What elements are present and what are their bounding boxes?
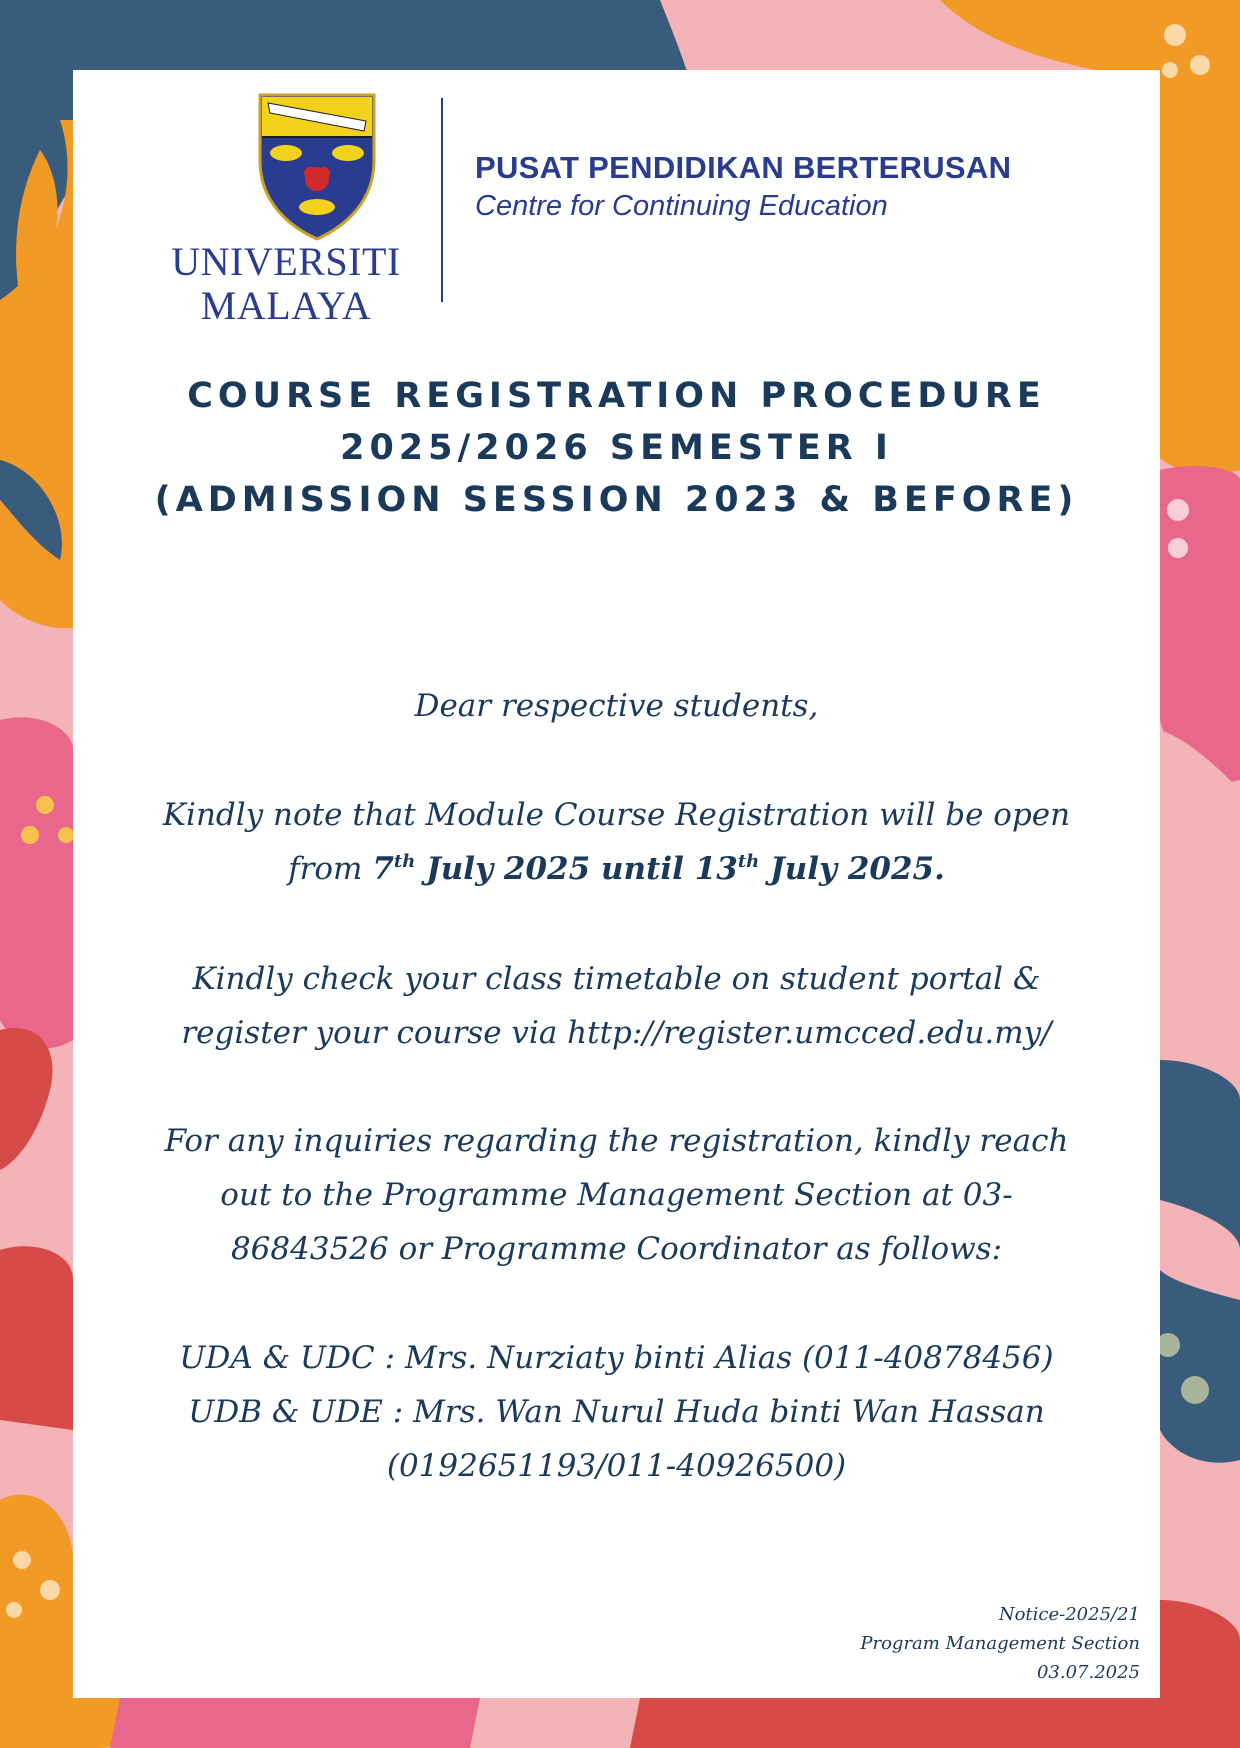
start-day-suffix: th xyxy=(393,851,416,872)
inquiry-line3: 86843526 or Programme Coordinator as follows: xyxy=(230,1231,1003,1267)
centre-name-malay: PUSAT PENDIDIKAN BERTERUSAN xyxy=(475,150,1012,185)
title-line2: 2025/2026 SEMESTER I xyxy=(340,428,893,468)
header-divider xyxy=(441,98,443,302)
centre-name-english: Centre for Continuing Education xyxy=(475,190,888,222)
university-crest-icon xyxy=(256,91,378,241)
greeting xyxy=(73,679,1160,733)
centre-name xyxy=(475,148,1115,224)
notice-card xyxy=(73,70,1160,1698)
registration-period xyxy=(73,788,1160,896)
registration-period-line2 xyxy=(73,842,1160,896)
title-line3: (ADMISSION SESSION 2023 & BEFORE) xyxy=(154,480,1079,520)
registration-period-line1: Kindly note that Module Course Registration will be open xyxy=(162,797,1071,833)
title-line1: COURSE REGISTRATION PROCEDURE xyxy=(187,376,1046,416)
from-text: from xyxy=(288,851,373,887)
end-rest: July 2025. xyxy=(759,851,945,887)
university-wordmark xyxy=(171,240,401,328)
inquiry-instructions xyxy=(73,1114,1160,1276)
university-name-line1: UNIVERSITI xyxy=(171,239,401,284)
inquiry-line1: For any inquiries regarding the registration, kindly reach xyxy=(164,1123,1069,1159)
timetable-instructions xyxy=(73,952,1160,1060)
issuing-section: Program Management Section xyxy=(860,1633,1140,1654)
start-rest: July 2025 until 13 xyxy=(415,851,738,887)
notice-date: 03.07.2025 xyxy=(1036,1662,1140,1683)
start-day: 7 xyxy=(372,851,394,887)
notice-number: Notice-2025/21 xyxy=(998,1604,1140,1625)
registration-link[interactable]: register your course via http://register.umcced.edu.my/ xyxy=(181,1015,1052,1051)
end-day-suffix: th xyxy=(737,851,760,872)
inquiry-line2: out to the Programme Management Section at 03- xyxy=(220,1177,1013,1213)
notice-footer xyxy=(860,1600,1140,1687)
coordinator-list xyxy=(73,1331,1160,1493)
timetable-line1: Kindly check your class timetable on student portal & xyxy=(192,961,1041,997)
coordinator-udb-ude-phone: (0192651193/011-40926500) xyxy=(386,1448,847,1484)
start-date xyxy=(372,851,945,887)
notice-title xyxy=(73,370,1160,526)
greeting-text: Dear respective students, xyxy=(414,688,819,724)
coordinator-uda-udc: UDA & UDC : Mrs. Nurziaty binti Alias (011-40878456) xyxy=(179,1340,1054,1376)
coordinator-udb-ude: UDB & UDE : Mrs. Wan Nurul Huda binti Wan Hassan xyxy=(188,1394,1045,1430)
university-name-line2: MALAYA xyxy=(200,283,372,328)
